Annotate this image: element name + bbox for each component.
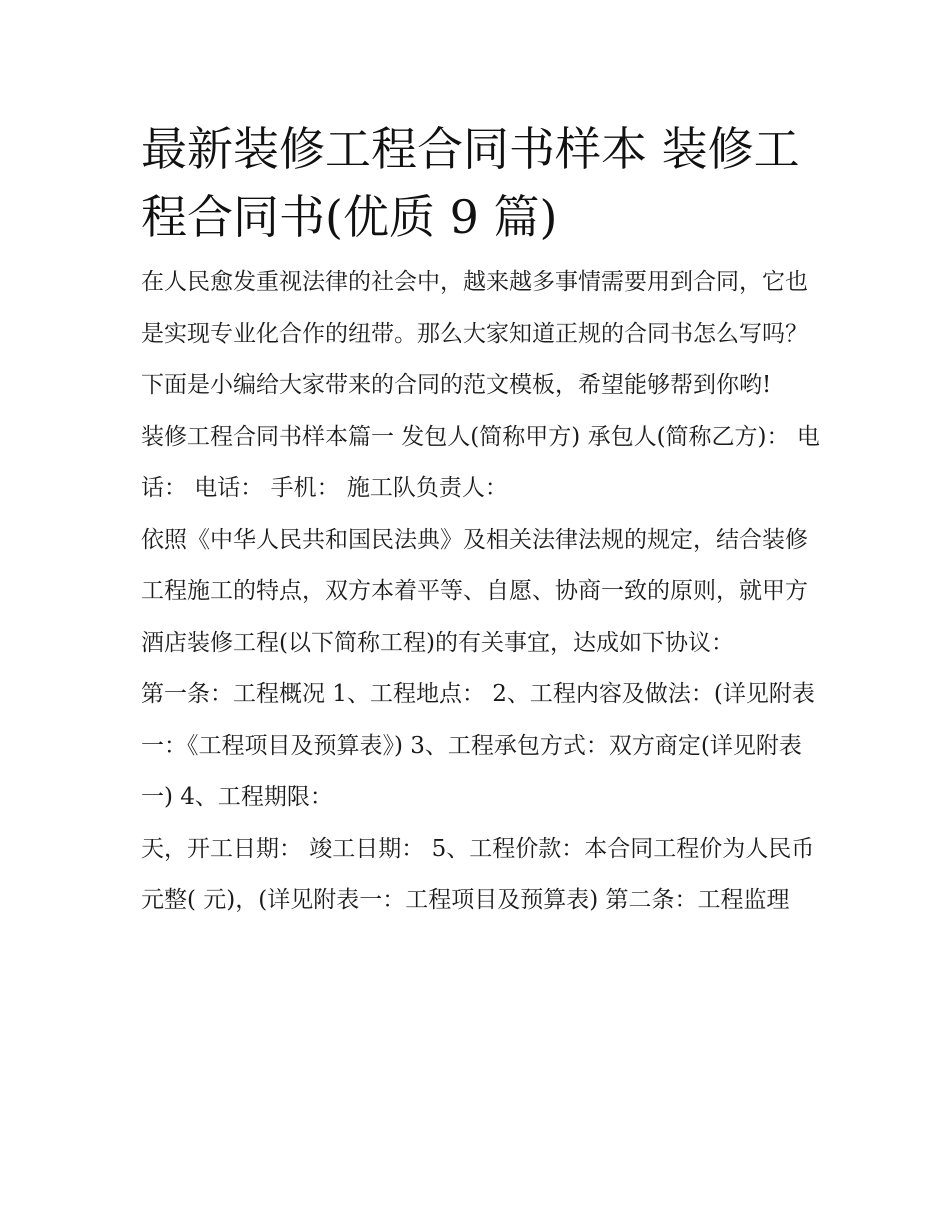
paragraph-intro: 在人民愈发重视法律的社会中，越来越多事情需要用到合同，它也是实现专业化合作的纽带。那么大家知道正规的合同书怎么写吗？下面是小编给大家带来的合同的范文模板，希望能够帮到你哟!	[141, 269, 808, 398]
paragraph-basis: 依照《中华人民共和国民法典》及相关法律法规的规定，结合装修工程施工的特点，双方本着平等、自愿、协商一致的原则，就甲方酒店装修工程(以下简称工程)的有关事宜，达成如下协议：	[141, 526, 808, 656]
document-title: 最新装修工程合同书样本 装修工程合同书(优质 9 篇)	[141, 122, 800, 244]
paragraph-article-one: 第一条：工程概况 1、工程地点： 2、工程内容及做法：(详见附表一：《工程项目及预算表》) 3、工程承包方式：双方商定(详见附表一) 4、工程期限：	[141, 681, 815, 810]
document-body	[141, 115, 821, 927]
paragraph-parties: 装修工程合同书样本篇一 发包人(简称甲方) 承包人(简称乙方)： 电话： 电话： 手机： 施工队负责人：	[141, 423, 820, 501]
paragraph-schedule-price: 天，开工日期： 竣工日期： 5、工程价款：本合同工程价为人民币 元整( 元)，(详见附表一：工程项目及预算表) 第二条：工程监理	[141, 835, 815, 913]
